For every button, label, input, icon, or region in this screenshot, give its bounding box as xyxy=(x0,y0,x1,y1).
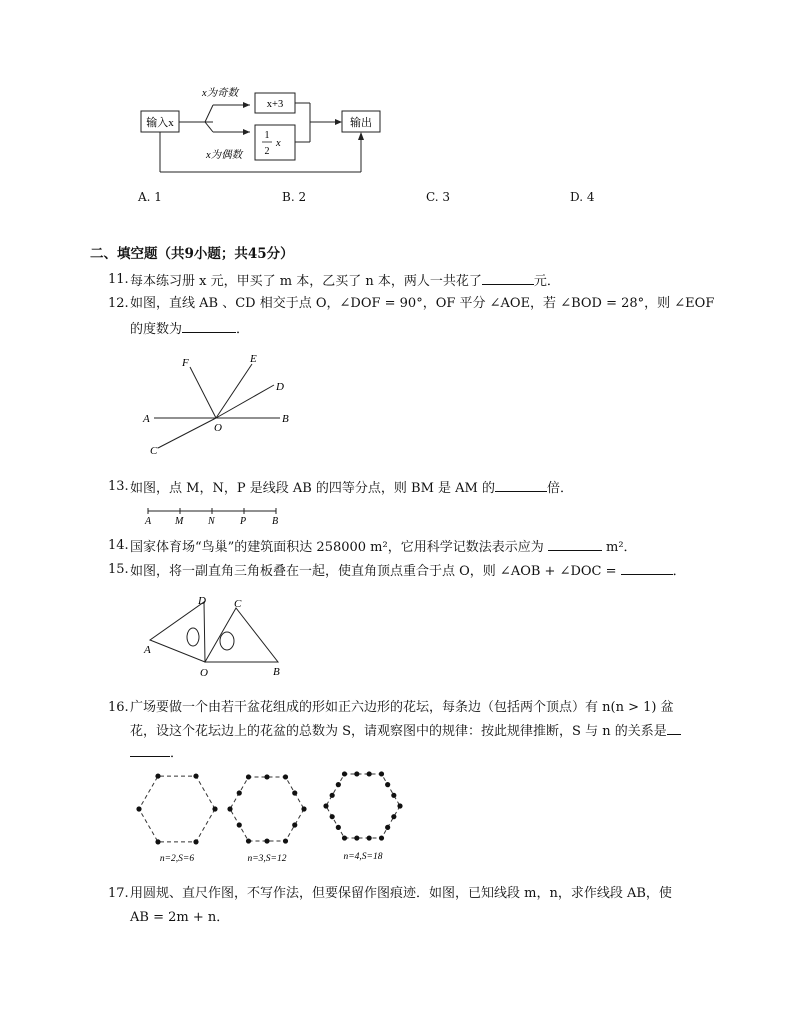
q11-answer-blank[interactable] xyxy=(482,272,534,285)
flower-pot-dot xyxy=(385,782,390,787)
q11-tail: 元． xyxy=(533,274,560,289)
flow-odd-label: x为奇数 xyxy=(202,88,239,99)
q14-tail: m²． xyxy=(606,540,637,555)
flower-pot-dot xyxy=(155,839,160,844)
hexagon-2 xyxy=(230,777,304,841)
q16-line1: 广场要做一个由若干盆花组成的形如正六边形的花坛，每条边（包括两个顶点）有 n(n > 1) 盆 xyxy=(130,700,674,715)
q12-label-o: O xyxy=(214,422,222,434)
q14-number: 14. xyxy=(108,538,129,553)
q15-tail: ． xyxy=(672,564,686,579)
q10-option-b: B. 2 xyxy=(282,190,307,204)
flower-pot-dot xyxy=(237,822,242,827)
q16-answer-blank-a[interactable] xyxy=(667,722,681,735)
q13-label-n: N xyxy=(208,516,215,527)
q13-label-p: P xyxy=(240,516,247,527)
flower-pot-dot xyxy=(283,838,288,843)
q12-line2-pre: 的度数为 xyxy=(130,322,183,337)
flow-half-num: 1 xyxy=(264,130,270,141)
q13-answer-blank[interactable] xyxy=(495,479,547,492)
q16-line3-tail: ． xyxy=(170,746,184,761)
flower-pot-dot xyxy=(379,771,384,776)
flower-pot-dot xyxy=(336,825,341,830)
q10-option-c: C. 3 xyxy=(426,190,451,204)
q16-line3 xyxy=(130,744,183,762)
q16-line2-text: 花，设这个花坛边上的花盆的总数为 S，请观察图中的规律：按此规律推断，S 与 n 的关系是 xyxy=(130,724,667,739)
q16-caption-2: n=3,S=12 xyxy=(247,854,287,864)
q13-text xyxy=(130,479,573,497)
flower-pot-dot xyxy=(342,771,347,776)
q12-label-c: C xyxy=(150,445,158,457)
flower-pot-dot xyxy=(237,790,242,795)
flower-pot-dot xyxy=(264,838,269,843)
q12-label-a: A xyxy=(143,413,150,425)
q15-label-o: O xyxy=(200,667,208,679)
flower-pot-dot xyxy=(136,806,141,811)
q15-label-d: D xyxy=(198,595,206,607)
flower-pot-dot xyxy=(155,773,160,778)
q14-text xyxy=(130,538,637,556)
flow-half-den: 2 xyxy=(264,146,270,157)
q12-line2 xyxy=(130,320,249,338)
q13-tail: 倍． xyxy=(547,481,574,496)
flower-pot-dot xyxy=(391,793,396,798)
q15-figure xyxy=(140,592,290,682)
q13-label-m: M xyxy=(175,516,184,527)
q16-answer-blank-b[interactable] xyxy=(130,744,170,757)
q12-line2-tail: ． xyxy=(236,322,250,337)
flower-pot-dot xyxy=(379,835,384,840)
flower-pot-dot xyxy=(301,806,306,811)
flow-add-label: x+3 xyxy=(266,99,284,110)
flowchart-figure xyxy=(130,80,400,180)
q12-label-d: D xyxy=(276,381,284,393)
q11-number: 11. xyxy=(108,272,129,287)
flower-pot-dot xyxy=(354,771,359,776)
q17-number: 17. xyxy=(108,886,129,901)
flower-pot-dot xyxy=(212,806,217,811)
q12-label-e: E xyxy=(250,353,257,365)
q15-label-b: B xyxy=(273,666,280,678)
q16-line2 xyxy=(130,722,681,740)
flower-pot-dot xyxy=(336,782,341,787)
flow-output-label: 输出 xyxy=(350,117,372,129)
q12-figure xyxy=(140,350,300,460)
hexagon-patterns xyxy=(136,771,402,844)
q12-answer-blank[interactable] xyxy=(182,320,236,333)
section-title: 二、填空题（共9小题；共45分） xyxy=(90,246,294,262)
flower-pot-dot xyxy=(342,835,347,840)
q11-text xyxy=(130,272,560,290)
flow-even-label: x为偶数 xyxy=(206,150,243,161)
flow-input-label: 输入x xyxy=(146,117,174,129)
q14-answer-blank[interactable] xyxy=(548,538,602,551)
q12-label-f: F xyxy=(182,357,189,369)
flower-pot-dot xyxy=(193,839,198,844)
q13-label-b: B xyxy=(272,516,279,527)
flower-pot-dot xyxy=(246,838,251,843)
flower-pot-dot xyxy=(227,806,232,811)
flower-pot-dot xyxy=(397,803,402,808)
q11-stem: 每本练习册 x 元，甲买了 m 本，乙买了 n 本，两人一共花了 xyxy=(130,274,482,289)
q15-label-a: A xyxy=(144,644,151,656)
hexagon-1 xyxy=(139,776,215,842)
q15-label-c: C xyxy=(234,598,242,610)
q15-answer-blank[interactable] xyxy=(621,562,673,575)
q16-number: 16. xyxy=(108,700,129,715)
flower-pot-dot xyxy=(354,835,359,840)
flower-pot-dot xyxy=(385,825,390,830)
q17-line2: AB = 2m + n． xyxy=(130,910,230,925)
q12-number: 12. xyxy=(108,296,129,311)
q17-line1: 用圆规、直尺作图，不写作法，但要保留作图痕迹．如图，已知线段 m，n，求作线段 AB，使 xyxy=(130,886,672,901)
q12-line1: 如图，直线 AB 、CD 相交于点 O，∠DOF = 90°，OF 平分 ∠AOE，若 ∠BOD = 28°，则 ∠EOF xyxy=(130,296,715,311)
flower-pot-dot xyxy=(330,814,335,819)
q15-stem: 如图，将一副直角三角板叠在一起，使直角顶点重合于点 O，则 ∠AOB + ∠DOC = xyxy=(130,564,617,579)
flower-pot-dot xyxy=(193,773,198,778)
q16-caption-1: n=2,S=6 xyxy=(159,854,195,864)
flower-pot-dot xyxy=(323,803,328,808)
q13-number: 13. xyxy=(108,479,129,494)
q16-hexagons-figure xyxy=(130,768,420,868)
q10-option-d: D. 4 xyxy=(570,190,595,204)
q16-caption-3: n=4,S=18 xyxy=(343,852,383,862)
q12-label-b: B xyxy=(282,413,289,425)
q13-label-a: A xyxy=(145,516,152,527)
flower-pot-dot xyxy=(246,774,251,779)
flower-pot-dot xyxy=(283,774,288,779)
q13-figure xyxy=(140,505,290,531)
flower-pot-dot xyxy=(292,790,297,795)
q10-option-a: A. 1 xyxy=(138,190,162,204)
flower-pot-dot xyxy=(391,814,396,819)
q15-number: 15. xyxy=(108,562,129,577)
flower-pot-dot xyxy=(330,793,335,798)
flow-half-var: x xyxy=(276,138,281,149)
flower-pot-dot xyxy=(367,771,372,776)
q14-stem: 国家体育场“鸟巢”的建筑面积达 258000 m²，它用科学记数法表示应为 xyxy=(130,540,544,555)
flower-pot-dot xyxy=(264,774,269,779)
flower-pot-dot xyxy=(367,835,372,840)
flower-pot-dot xyxy=(292,822,297,827)
q15-text xyxy=(130,562,686,580)
q13-stem: 如图，点 M，N，P 是线段 AB 的四等分点，则 BM 是 AM 的 xyxy=(130,481,495,496)
